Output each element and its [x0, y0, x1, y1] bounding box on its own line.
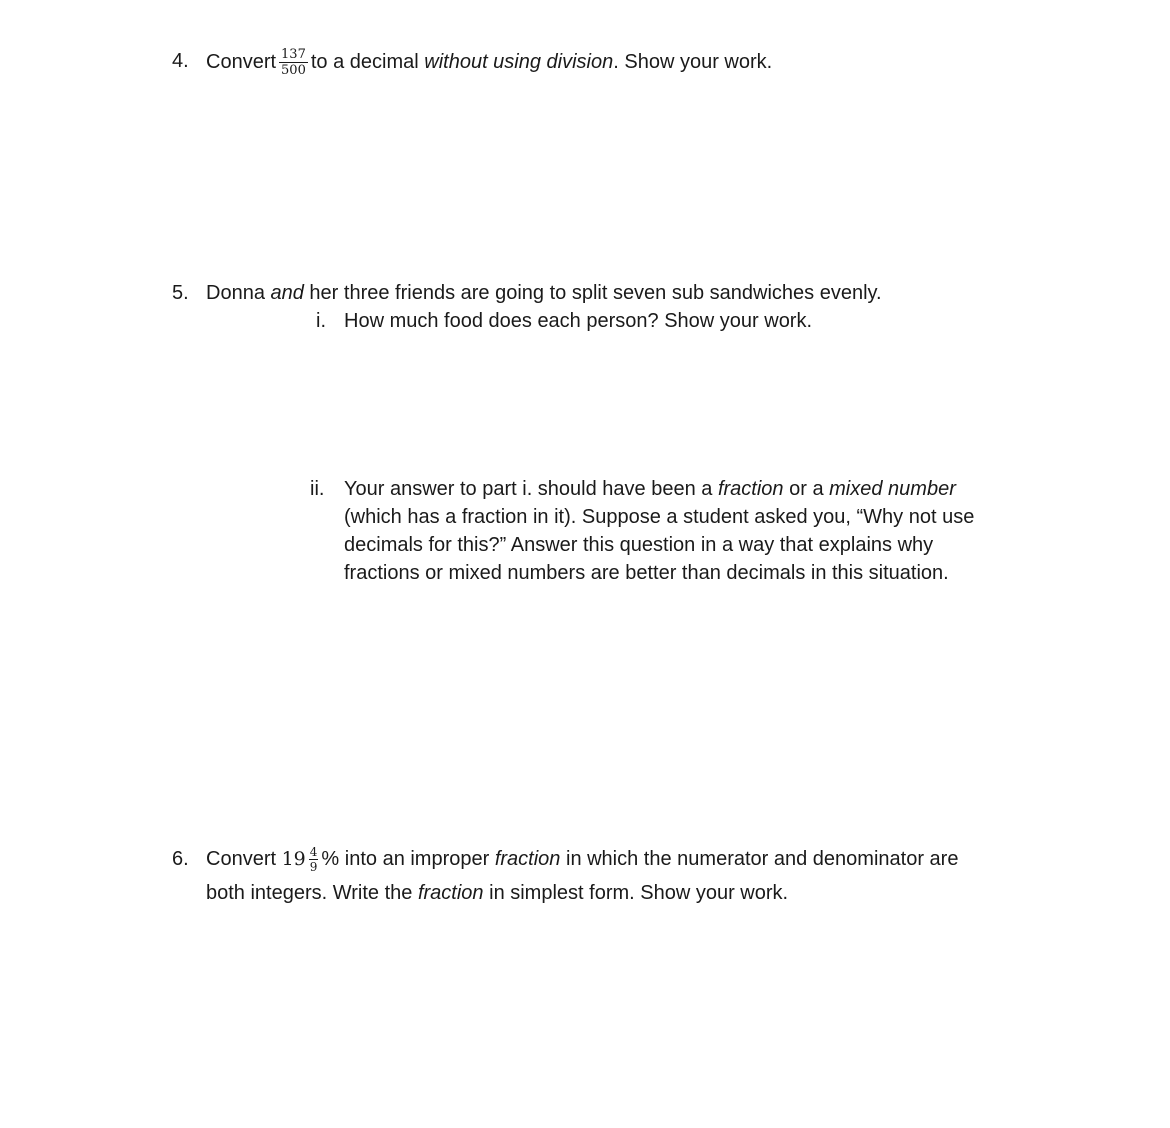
question-6-number: 6.	[172, 848, 189, 870]
fraction-denominator: 9	[309, 860, 318, 875]
part-ii-line-4: fractions or mixed numbers are better than decimals in this situation.	[344, 562, 949, 584]
q6-line2-c: in simplest form. Show your work.	[483, 882, 789, 904]
q4-emphasis: without using division	[424, 50, 614, 73]
q6-line2-emphasis: fraction	[417, 882, 484, 904]
part-ii-line-2: (which has a fraction in it). Suppose a student asked you, “Why not use	[344, 506, 975, 528]
question-6-line-1	[206, 845, 958, 874]
q5-pre: Donna	[206, 282, 271, 304]
q5-post: her three friends are going to split seven sub sandwiches evenly.	[303, 282, 882, 304]
fraction-numerator: 137	[281, 47, 306, 62]
question-6-line-2	[206, 879, 788, 907]
question-4-number: 4.	[172, 50, 189, 72]
q4-pre: Convert	[206, 50, 277, 73]
fraction-137-500	[279, 47, 308, 78]
q4-post1: to a decimal	[310, 50, 425, 73]
part-ii-mixed-number-emphasis: mixed number	[829, 478, 956, 500]
q6-line2-a: both integers. Write the	[206, 882, 418, 904]
part-ii-line-1	[344, 475, 956, 503]
q5-emphasis: and	[270, 282, 304, 304]
fraction-denominator: 500	[281, 63, 306, 78]
question-5-number: 5.	[172, 282, 189, 304]
part-ii-fraction-emphasis: fraction	[717, 478, 784, 500]
part-ii-line1-a: Your answer to part i. should have been a	[344, 478, 718, 500]
part-ii-line-3: decimals for this?” Answer this question in a way that explains why	[344, 534, 934, 556]
fraction-4-9	[309, 845, 319, 874]
fraction-numerator: 4	[309, 845, 318, 860]
part-i-label: i.	[316, 310, 326, 332]
mixed-number-whole: 19	[281, 848, 306, 870]
q6-emphasis: fraction	[494, 848, 561, 870]
q6-post2: in which the numerator and denominator are	[560, 848, 959, 870]
q6-pre: Convert	[206, 848, 282, 870]
question-4-text	[206, 47, 772, 78]
q4-post2: . Show your work.	[613, 50, 773, 73]
q6-post1: % into an improper	[321, 848, 495, 870]
question-5-text	[206, 279, 882, 307]
part-ii-label: ii.	[310, 478, 325, 500]
part-i-text: How much food does each person? Show your work.	[344, 310, 813, 332]
part-ii-line1-c: or a	[783, 478, 830, 500]
